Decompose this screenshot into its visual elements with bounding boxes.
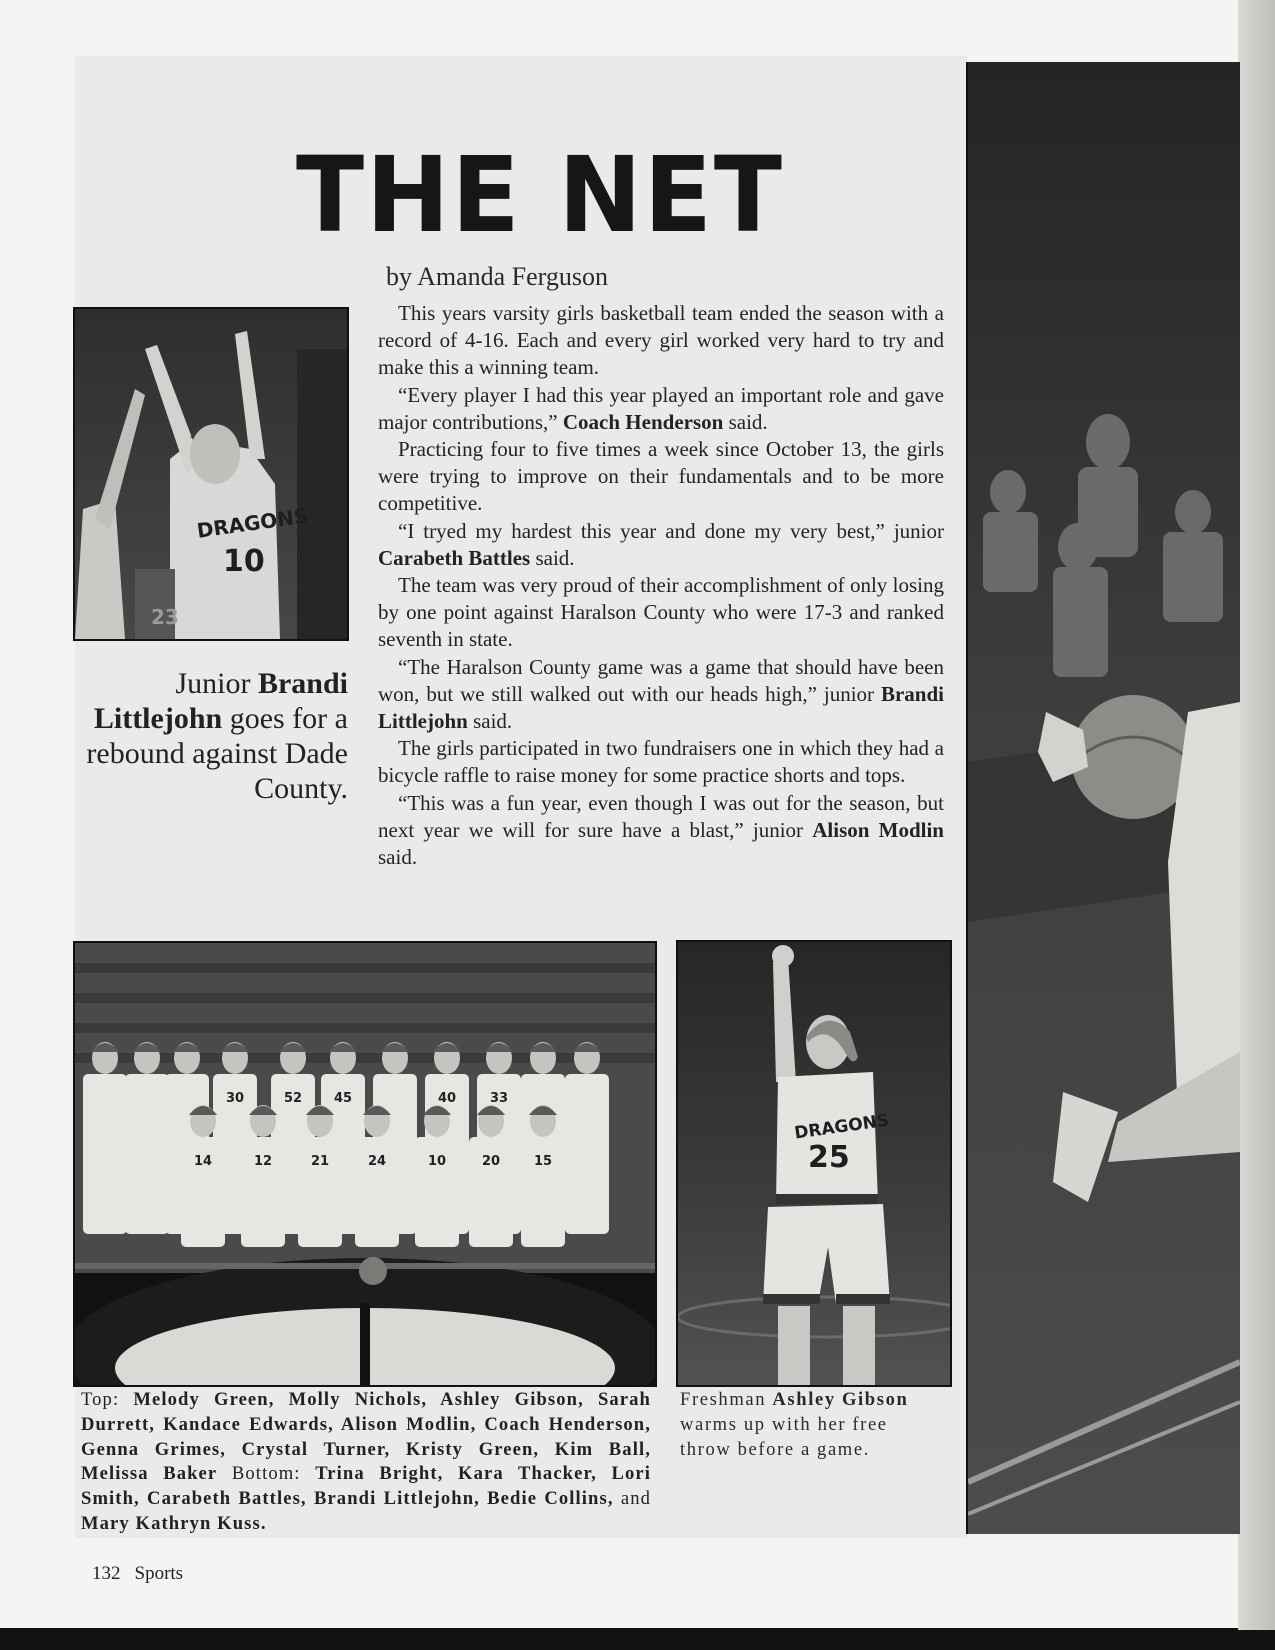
article-body xyxy=(378,300,944,871)
free-throw-jersey-team: DRAGONS xyxy=(793,1110,891,1144)
page-number: 132 xyxy=(92,1563,121,1584)
article-paragraph: “I tryed my hardest this year and done my very best,” junior Carabeth Battles said. xyxy=(378,518,944,570)
basketball xyxy=(359,1257,387,1285)
free-throw-caption: Freshman Ashley Gibson warms up with her free throw before a game. xyxy=(680,1389,909,1460)
team-jersey-number: 21 xyxy=(310,1154,330,1169)
article-paragraph: Practicing four to five times a week since October 13, the girls were trying to improve on their fundamentals and to be more competitive. xyxy=(378,437,944,516)
rebound-caption: Junior Brandi Littlejohn goes for a rebound against Dade County. xyxy=(86,667,348,805)
article-paragraph: “This was a fun year, even though I was out for the season, but next year we will for sure have a blast,” junior Alison Modlin said. xyxy=(378,790,944,870)
team-jersey-number: 10 xyxy=(427,1154,447,1169)
free-throw-photo xyxy=(676,940,952,1387)
free-throw-jersey-number: 25 xyxy=(808,1140,850,1175)
article-paragraph: “The Haralson County game was a game that should have been won, but we still walked out with our heads high,” junior Brandi Littlejohn said. xyxy=(378,654,944,734)
team-jersey-number: 20 xyxy=(481,1154,501,1169)
section-name: Sports xyxy=(134,1563,184,1584)
article-paragraph: “Every player I had this year played an important role and gave major contributions,” Coach Henderson said. xyxy=(378,382,944,434)
rebound-jersey-number: 10 xyxy=(223,544,265,579)
team-jersey-number: 40 xyxy=(437,1091,457,1106)
scan-border xyxy=(0,1628,1275,1650)
team-jersey-number: 15 xyxy=(533,1154,553,1169)
byline: by Amanda Ferguson xyxy=(386,262,608,291)
article-paragraph: The team was very proud of their accomplishment of only losing by one point against Haralson County who were 17-3 and ranked seventh in state. xyxy=(378,573,944,652)
team-jersey-number: 14 xyxy=(193,1154,213,1169)
team-jersey-number: 33 xyxy=(489,1091,509,1106)
dribble-photo xyxy=(966,62,1240,1534)
rebound-jersey-team: DRAGONS xyxy=(195,503,310,543)
team-roster-caption: Top: Melody Green, Molly Nichols, Ashley Gibson, Sarah Durrett, Kandace Edwards, Alison Modlin, Coach Henderson, Genna Grimes, Crystal Turner, Kristy Green, Kim Ball, Melissa Baker Bottom: Trina Bright, Kara Thacker, Lori Smith, Carabeth Battles, Brandi Littlejohn, Bedie Collins, and Mary Kathryn Kuss. xyxy=(81,1389,652,1534)
article-paragraph: The girls participated in two fundraisers one in which they had a bicycle raffle to raise money for some practice shorts and tops. xyxy=(378,736,944,788)
opponent-jersey-number: 23 xyxy=(151,605,179,629)
team-jersey-number: 24 xyxy=(367,1154,387,1169)
page-edge xyxy=(1238,0,1275,1630)
team-photo-scene xyxy=(75,943,655,1385)
team-jersey-number: 45 xyxy=(333,1091,353,1106)
team-jersey-number: 52 xyxy=(283,1091,303,1106)
article-paragraph: This years varsity girls basketball team ended the season with a record of 4-16. Each and every girl worked very hard to try and make this a winning team. xyxy=(378,301,944,380)
page-footer xyxy=(92,1563,197,1585)
team-jersey-number: 30 xyxy=(225,1091,245,1106)
rebound-photo xyxy=(73,307,349,641)
page-title: THE NET xyxy=(296,134,784,256)
team-photo xyxy=(73,941,657,1387)
team-jersey-number: 12 xyxy=(253,1154,273,1169)
